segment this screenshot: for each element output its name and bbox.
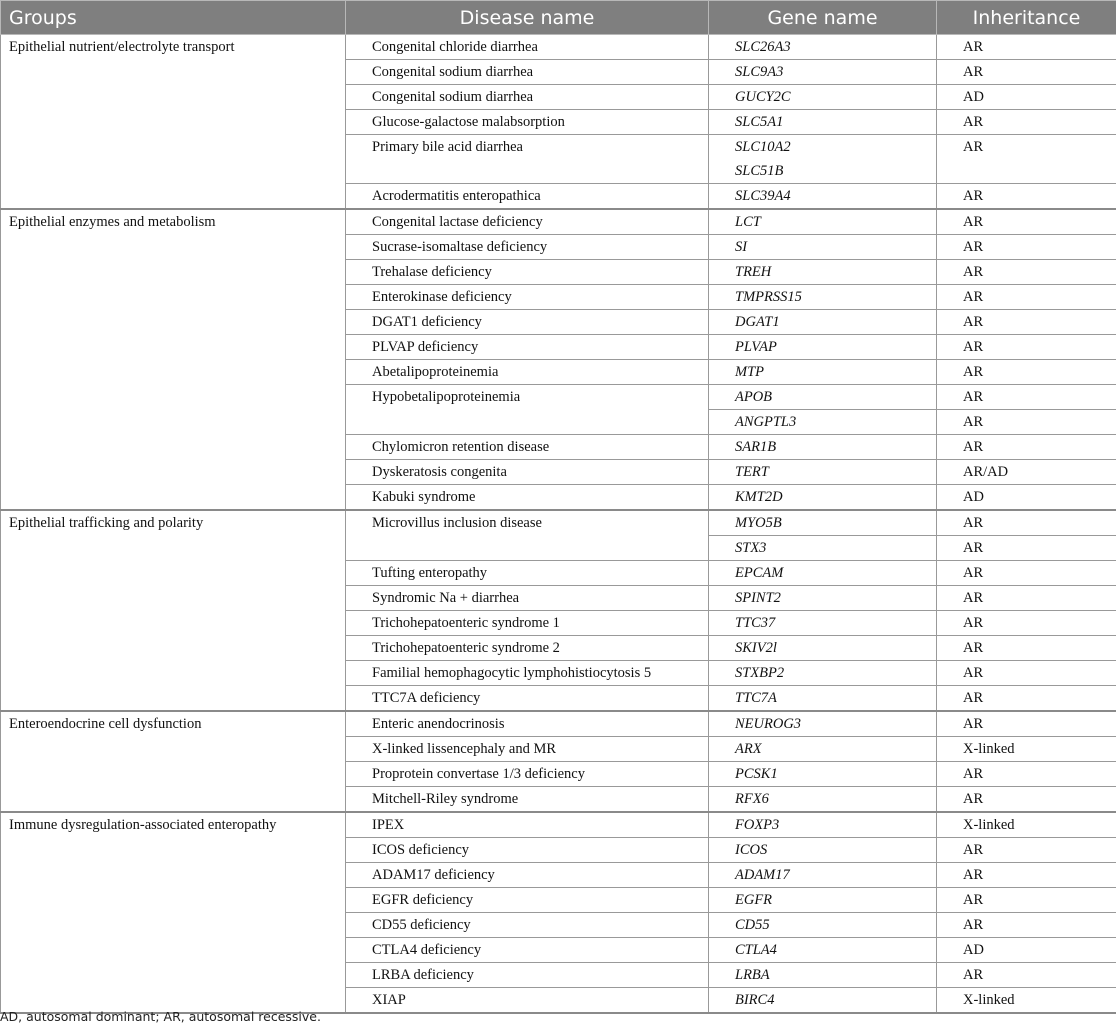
inheritance-cell: AR [937,260,1116,285]
disease-cell: Acrodermatitis enteropathica [346,184,709,210]
gene-cell [709,260,937,285]
gene-cell [709,85,937,110]
inheritance-cell: AR [937,285,1116,310]
gene-cell [709,35,937,60]
gene-cell [709,209,937,235]
inheritance-cell: AR [937,838,1116,863]
gene-name: DGAT1 [735,314,780,330]
gene-name: CTLA4 [735,942,777,958]
gene-name: ARX [735,741,762,757]
disease-cell: Congenital lactase deficiency [346,209,709,235]
gene-name: PCSK1 [735,766,778,782]
gene-cell [709,60,937,85]
inheritance-cell: AR [937,35,1116,60]
gene-cell [709,285,937,310]
inheritance-cell: AR [937,184,1116,210]
disease-cell: CTLA4 deficiency [346,938,709,963]
gene-cell [709,988,937,1014]
inheritance-cell: AR [937,209,1116,235]
inheritance-cell: AR [937,410,1116,435]
gene-cell [709,435,937,460]
inheritance-cell: AR [937,661,1116,686]
gene-cell [709,611,937,636]
disease-cell: Mitchell-Riley syndrome [346,787,709,813]
inheritance-cell: AR [937,385,1116,410]
inheritance-cell: AR [937,611,1116,636]
disease-cell: Enterokinase deficiency [346,285,709,310]
gene-name: MYO5B [735,515,782,531]
gene-cell [709,510,937,536]
gene-name: STXBP2 [735,665,785,681]
group-cell: Enteroendocrine cell dysfunction [1,711,346,812]
gene-name: SLC51B [735,163,784,179]
gene-cell [709,711,937,737]
header-row [1,1,1116,35]
gene-name: MTP [735,364,764,380]
gene-name: PLVAP [735,339,777,355]
gene-cell [709,485,937,511]
inheritance-cell: AR [937,536,1116,561]
gene-cell [709,385,937,410]
disease-cell: DGAT1 deficiency [346,310,709,335]
table-row [1,510,1116,536]
gene-name: SAR1B [735,439,777,455]
inheritance-cell: X-linked [937,737,1116,762]
disease-cell: EGFR deficiency [346,888,709,913]
disease-cell: Hypobetalipoproteinemia [346,385,709,435]
inheritance-cell: AR/AD [937,460,1116,485]
gene-name: SLC10A2 [735,139,791,155]
gene-name: TTC7A [735,690,777,706]
group-cell: Epithelial enzymes and metabolism [1,209,346,510]
gene-cell [709,661,937,686]
gene-name: TTC37 [735,615,776,631]
inheritance-cell: AR [937,888,1116,913]
header-disease-name: Disease name [346,1,709,35]
disease-cell: PLVAP deficiency [346,335,709,360]
inheritance-cell: AR [937,863,1116,888]
table-body [1,35,1116,1014]
gene-cell [709,135,937,184]
disease-cell: Trichohepatoenteric syndrome 2 [346,636,709,661]
group-cell: Immune dysregulation-associated enteropathy [1,812,346,1013]
inheritance-cell: AR [937,787,1116,813]
inheritance-cell: AR [937,561,1116,586]
disease-cell: Familial hemophagocytic lymphohistiocytosis 5 [346,661,709,686]
gene-cell [709,863,937,888]
table-row [1,209,1116,235]
gene-name: LCT [735,214,761,230]
inheritance-cell: AR [937,711,1116,737]
gene-name: RFX6 [735,791,769,807]
inheritance-cell: AR [937,135,1116,184]
disease-cell: Enteric anendocrinosis [346,711,709,737]
inheritance-cell: AR [937,686,1116,712]
disease-cell: LRBA deficiency [346,963,709,988]
gene-cell [709,561,937,586]
disease-cell: Congenital sodium diarrhea [346,60,709,85]
inheritance-cell: AD [937,485,1116,511]
gene-cell [709,335,937,360]
gene-cell [709,686,937,712]
table-row [1,711,1116,737]
gene-cell [709,310,937,335]
gene-cell [709,838,937,863]
disease-cell: Microvillus inclusion disease [346,510,709,561]
disease-cell: ADAM17 deficiency [346,863,709,888]
gene-cell [709,812,937,838]
disease-cell: Glucose-galactose malabsorption [346,110,709,135]
disease-cell: X-linked lissencephaly and MR [346,737,709,762]
gene-cell [709,184,937,210]
disease-cell: CD55 deficiency [346,913,709,938]
inheritance-cell: AR [937,913,1116,938]
gene-cell [709,586,937,611]
disease-cell: Chylomicron retention disease [346,435,709,460]
inheritance-cell: AR [937,360,1116,385]
inheritance-cell: AR [937,963,1116,988]
gene-cell [709,963,937,988]
disease-cell: Congenital chloride diarrhea [346,35,709,60]
gene-name: ANGPTL3 [735,414,797,430]
gene-name: CD55 [735,917,770,933]
gene-name: STX3 [735,540,767,556]
gene-name: KMT2D [735,489,783,505]
table-footnote: AD, autosomal dominant; AR, autosomal recessive. [0,1009,321,1024]
gene-name: LRBA [735,967,770,983]
table-row [1,812,1116,838]
group-cell: Epithelial nutrient/electrolyte transport [1,35,346,210]
gene-cell [709,536,937,561]
gene-cell [709,737,937,762]
gene-name: EPCAM [735,565,784,581]
gene-cell [709,110,937,135]
gene-name: NEUROG3 [735,716,802,732]
gene-name: TMPRSS15 [735,289,802,305]
inheritance-cell: X-linked [937,988,1116,1014]
inheritance-cell: AR [937,762,1116,787]
header-inheritance: Inheritance [937,1,1116,35]
inheritance-cell: AD [937,938,1116,963]
gene-name: TREH [735,264,772,280]
gene-name: BIRC4 [735,992,775,1008]
gene-name: SLC39A4 [735,188,791,204]
gene-name: TERT [735,464,769,480]
gene-cell [709,460,937,485]
inheritance-cell: AR [937,110,1116,135]
gene-cell [709,938,937,963]
gene-name: SLC5A1 [735,114,784,130]
disease-cell: Tufting enteropathy [346,561,709,586]
disease-cell: Sucrase-isomaltase deficiency [346,235,709,260]
disease-cell: Trichohepatoenteric syndrome 1 [346,611,709,636]
gene-cell [709,235,937,260]
header-groups: Groups [1,1,346,35]
gene-name: SI [735,239,748,255]
gene-cell [709,787,937,813]
gene-cell [709,888,937,913]
gene-name: SLC26A3 [735,39,791,55]
disease-cell: Proprotein convertase 1/3 deficiency [346,762,709,787]
gene-name: SLC9A3 [735,64,784,80]
disease-cell: Syndromic Na + diarrhea [346,586,709,611]
disease-cell: TTC7A deficiency [346,686,709,712]
gene-name: EGFR [735,892,773,908]
gene-name: FOXP3 [735,817,780,833]
gene-name: APOB [735,389,773,405]
disease-cell: Abetalipoproteinemia [346,360,709,385]
disease-cell: XIAP [346,988,709,1014]
table-row [1,35,1116,60]
inheritance-cell: AR [937,510,1116,536]
disease-cell: Kabuki syndrome [346,485,709,511]
header-gene-name: Gene name [709,1,937,35]
gene-cell [709,360,937,385]
gene-name: ADAM17 [735,867,790,883]
disease-cell: Primary bile acid diarrhea [346,135,709,184]
disease-cell: Congenital sodium diarrhea [346,85,709,110]
gene-name: SKIV2l [735,640,777,656]
inheritance-cell: AR [937,636,1116,661]
gene-name: ICOS [735,842,768,858]
inheritance-cell: AR [937,335,1116,360]
gene-cell [709,410,937,435]
inheritance-cell: AD [937,85,1116,110]
inheritance-cell: X-linked [937,812,1116,838]
inheritance-cell: AR [937,235,1116,260]
inheritance-cell: AR [937,435,1116,460]
disease-cell: IPEX [346,812,709,838]
disease-cell: ICOS deficiency [346,838,709,863]
gene-name: SPINT2 [735,590,781,606]
inheritance-cell: AR [937,586,1116,611]
gene-name: GUCY2C [735,89,791,105]
disease-cell: Trehalase deficiency [346,260,709,285]
inheritance-cell: AR [937,60,1116,85]
disease-cell: Dyskeratosis congenita [346,460,709,485]
gene-cell [709,636,937,661]
group-cell: Epithelial trafficking and polarity [1,510,346,711]
gene-cell [709,913,937,938]
gene-cell [709,762,937,787]
table-header [1,1,1116,35]
inheritance-cell: AR [937,310,1116,335]
